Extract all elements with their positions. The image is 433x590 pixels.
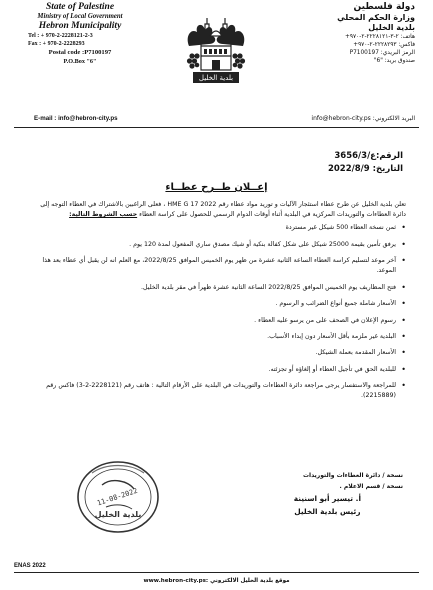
intro-text: تعلن بلدية الخليل عن طرح عطاء استئجار الآليات و توريد مواد عطاء رقم HME G 17 2022 ، فعلى الراغبين بالاشتراك في العطاء التوجه إلى دائرة العطاءات والتوريدات المركزية في البلدية أثناء أوقات الدوام الرسمي للحصول على كراسة العطاء bbox=[40, 201, 406, 219]
signature-block bbox=[294, 492, 361, 518]
enas-label: ENAS 2022 bbox=[14, 563, 46, 569]
condition-item: • آخر موعد لتسليم كراسة العطاء الساعة الثانية عشرة من ظهر يوم الخميس الموافق 2022/8/25، مع العلم انه لن يقبل أي عطاء بعد هذا الموعد. bbox=[38, 256, 406, 276]
condition-item: • للمراجعة والاستفسار يرجى مراجعة دائرة العطاءات والتوريدات في البلدية على الأرقام التالية : هاتف رقم (2228121-2-3) فاكس رقم (2215889). bbox=[38, 381, 406, 401]
cc-line: نسخة / قسم الاعلام . bbox=[339, 483, 403, 490]
ministry-name-ar: وزارة الحكم المحلي bbox=[337, 13, 415, 22]
reference-number: الرقم:ع/3656/3 bbox=[334, 151, 403, 161]
footer-website: www.hebron-city.ps: موقع بلدية الخليل الالكتروني bbox=[143, 578, 290, 584]
state-name-en: State of Palestine bbox=[45, 2, 115, 12]
municipality-name-ar: بلدية الخليل bbox=[368, 23, 415, 32]
header-arabic bbox=[287, 2, 415, 64]
state-name-ar: دولة فلسطين bbox=[353, 2, 415, 12]
municipality-stamp bbox=[72, 455, 164, 539]
signatory-name: أ. تيسير أبو اسنينة bbox=[293, 494, 361, 503]
reference-date: التاريخ: 2022/8/9 bbox=[327, 164, 403, 174]
tel-ar: هاتف: ٢-٣-٢٢٢٨١٢١-٢-٩٧٠+ bbox=[345, 34, 415, 40]
condition-item: • ثمن نسخة العطاء 500 شيكل غير مستردة bbox=[38, 223, 406, 233]
condition-item: • يرفق تأمين بقيمة 25000 شيكل على شكل كفالة بنكية أو شيك مصدق ساري المفعول لمدة 120 يوم . bbox=[38, 240, 406, 250]
reference-block bbox=[328, 150, 403, 176]
header-english bbox=[14, 2, 146, 65]
intro-conditions-label: حسب الشروط التالية: bbox=[69, 211, 138, 219]
logo-banner-text: بلدية الخليل bbox=[198, 74, 234, 82]
cc-block bbox=[303, 470, 403, 492]
conditions-list bbox=[38, 223, 406, 401]
municipality-name-en: Hebron Municipality bbox=[38, 21, 122, 31]
stamp-date: 11-08-2022 bbox=[96, 486, 139, 508]
municipality-logo bbox=[183, 6, 249, 90]
intro-paragraph bbox=[38, 200, 406, 220]
ministry-name-en: Ministry of Local Government bbox=[37, 13, 123, 20]
condition-item: • البلدية غير ملزمة بأقل الأسعار دون إبداء الأسباب. bbox=[38, 332, 406, 342]
condition-item: • الأسعار المقدمة بعملة الشيكل. bbox=[38, 348, 406, 358]
fax-ar: فاكس: ٢٢٢٨٢٩٣-٢-٩٧٠+ bbox=[353, 42, 415, 48]
condition-item: • فتح المظاريف يوم الخميس الموافق 2022/8/25 الساعة الثانية عشرة ظهراً في مقر بلدية الخليل. bbox=[38, 283, 406, 293]
condition-item: • رسوم الإعلان في الصحف على من يرسو عليه العطاء . bbox=[38, 316, 406, 326]
tender-body bbox=[38, 200, 406, 408]
email-ar: البريد الالكتروني: info@hebron-city.ps bbox=[311, 115, 415, 122]
email-en: E-mail : info@hebron-city.ps bbox=[34, 115, 118, 122]
page-title: إعــلان طــرح عطــاء bbox=[165, 182, 268, 193]
header-divider bbox=[14, 127, 419, 128]
condition-item: • الأسعار شاملة جميع أنواع الضرائب و الرسوم . bbox=[38, 299, 406, 309]
condition-item: • للبلدية الحق في تأجيل العطاء أو إلغاؤه أو تجزئته. bbox=[38, 365, 406, 375]
fax-en: Fax : + 970-2-2228293 bbox=[28, 41, 85, 47]
po-box-en: P.O.Box "6" bbox=[63, 58, 97, 65]
footer-divider bbox=[14, 572, 419, 573]
stamp-text: بلدية الخليل bbox=[94, 510, 142, 519]
po-box-ar: صندوق بريد: "6" bbox=[373, 58, 415, 64]
signatory-title: رئيس بلدية الخليل bbox=[294, 507, 361, 516]
cc-line: نسخة / دائرة العطاءات والتوريدات bbox=[303, 472, 403, 479]
tel-en: Tel : + 970-2-2228121-2-3 bbox=[28, 33, 93, 39]
postal-code-ar: الرمز البريدي: P7100197 bbox=[349, 50, 415, 56]
postal-code-en: Postal code :P7100197 bbox=[48, 49, 112, 56]
